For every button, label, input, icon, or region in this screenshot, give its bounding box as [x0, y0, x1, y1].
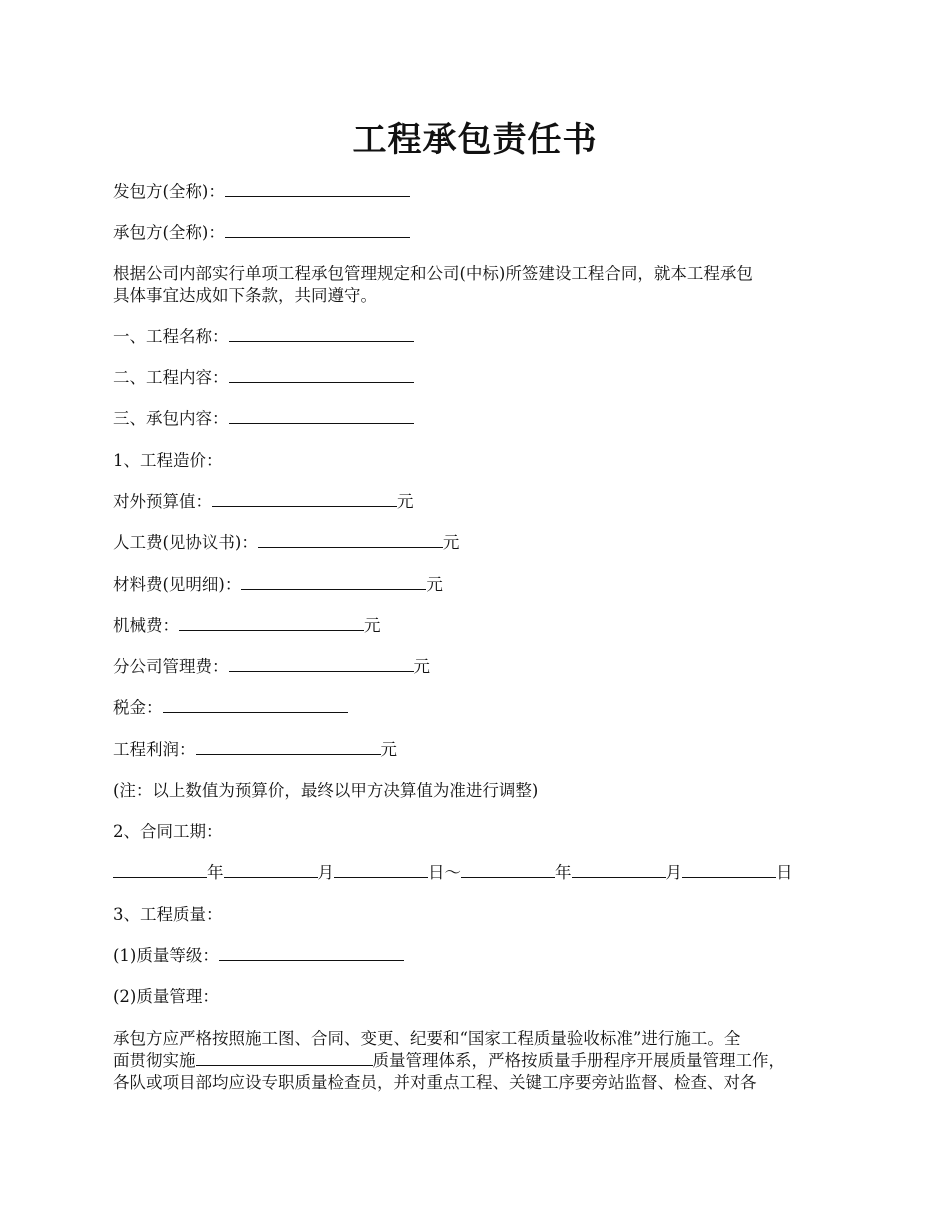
- note-line: (注：以上数值为预算价，最终以甲方决算值为准进行调整): [113, 781, 539, 800]
- labor-cost-label: 人工费(见协议书)：: [113, 533, 258, 552]
- project-name-line: [113, 326, 414, 348]
- range-tilde: ～: [444, 863, 461, 882]
- quality-mgmt-line-2a: 面贯彻实施: [113, 1051, 196, 1070]
- quality-grade-line: [113, 945, 404, 967]
- unit-yuan: 元: [380, 740, 397, 759]
- start-month-blank[interactable]: [224, 863, 318, 878]
- branch-mgmt-label: 分公司管理费：: [113, 657, 229, 676]
- party-b-line: [113, 222, 410, 244]
- profit-line: [113, 739, 397, 761]
- unit-yuan: 元: [442, 533, 460, 552]
- party-a-label: 发包方(全称)：: [113, 182, 225, 201]
- quality-mgmt-line-2: [113, 1050, 843, 1072]
- quality-mgmt-line-1: 承包方应严格按照施工图、合同、变更、纪要和“国家工程质量验收标准”进行施工。全: [113, 1029, 741, 1048]
- intro-paragraph: [113, 263, 843, 307]
- contract-content-blank[interactable]: [229, 409, 414, 424]
- labor-cost-line: [113, 532, 459, 554]
- document-title: 工程承包责任书: [352, 120, 598, 160]
- quality-mgmt-line-3: 各队或项目部均应设专职质量检查员，并对重点工程、关键工序要旁站监督、检查、对各: [113, 1073, 757, 1092]
- material-cost-label: 材料费(见明细)：: [113, 575, 242, 594]
- quality-mgmt-line-2b: 质量管理体系，严格按质量手册程序开展质量管理工作，: [372, 1051, 785, 1070]
- intro-line-2: 具体事宜达成如下条款，共同遵守。: [113, 286, 377, 305]
- project-content-label: 二、工程内容：: [113, 368, 229, 387]
- unit-yuan: 元: [364, 616, 381, 635]
- end-day-blank[interactable]: [682, 863, 776, 878]
- project-content-blank[interactable]: [229, 368, 414, 383]
- end-month-blank[interactable]: [572, 863, 666, 878]
- contract-content-label: 三、承包内容：: [113, 409, 229, 428]
- tax-line: [113, 697, 348, 719]
- project-name-blank[interactable]: [229, 327, 414, 342]
- budget-external-line: [113, 491, 414, 513]
- unit-yuan: 元: [426, 575, 443, 594]
- profit-blank[interactable]: [196, 740, 381, 755]
- machine-cost-label: 机械费：: [113, 616, 179, 635]
- start-year-blank[interactable]: [113, 863, 207, 878]
- material-cost-line: [113, 574, 443, 596]
- machine-cost-blank[interactable]: [179, 616, 364, 631]
- labor-cost-blank[interactable]: [258, 533, 443, 548]
- day-label: 日: [776, 863, 793, 882]
- cost-heading: 1、工程造价：: [113, 451, 223, 470]
- quality-heading: 3、工程质量：: [113, 905, 223, 924]
- contract-content-line: [113, 408, 414, 430]
- end-year-blank[interactable]: [461, 863, 555, 878]
- period-heading: 2、合同工期：: [113, 822, 223, 841]
- year-label: 年: [207, 863, 224, 882]
- quality-mgmt-heading: (2)质量管理：: [113, 987, 219, 1006]
- day-label: 日: [428, 863, 445, 882]
- intro-line-1: 根据公司内部实行单项工程承包管理规定和公司(中标)所签建设工程合同，就本工程承包: [113, 264, 753, 283]
- period-line: [113, 862, 793, 884]
- machine-cost-line: [113, 615, 381, 637]
- year-label: 年: [555, 863, 572, 882]
- party-b-blank[interactable]: [225, 223, 410, 238]
- party-b-label: 承包方(全称)：: [113, 223, 225, 242]
- branch-mgmt-blank[interactable]: [229, 657, 414, 672]
- party-a-line: [113, 181, 410, 203]
- budget-external-blank[interactable]: [212, 492, 397, 507]
- budget-external-label: 对外预算值：: [113, 492, 212, 511]
- unit-yuan: 元: [397, 492, 414, 511]
- quality-grade-label: (1)质量等级：: [113, 946, 219, 965]
- tax-label: 税金：: [113, 698, 163, 717]
- quality-system-blank[interactable]: [196, 1051, 373, 1066]
- project-content-line: [113, 367, 414, 389]
- month-label: 月: [665, 863, 682, 882]
- start-day-blank[interactable]: [334, 863, 428, 878]
- material-cost-blank[interactable]: [241, 575, 426, 590]
- profit-label: 工程利润：: [113, 740, 196, 759]
- branch-mgmt-line: [113, 656, 430, 678]
- quality-mgmt-paragraph: [113, 1028, 843, 1094]
- quality-grade-blank[interactable]: [219, 946, 404, 961]
- party-a-blank[interactable]: [225, 182, 410, 197]
- unit-yuan: 元: [413, 657, 430, 676]
- month-label: 月: [317, 863, 334, 882]
- tax-blank[interactable]: [163, 698, 348, 713]
- project-name-label: 一、工程名称：: [113, 327, 229, 346]
